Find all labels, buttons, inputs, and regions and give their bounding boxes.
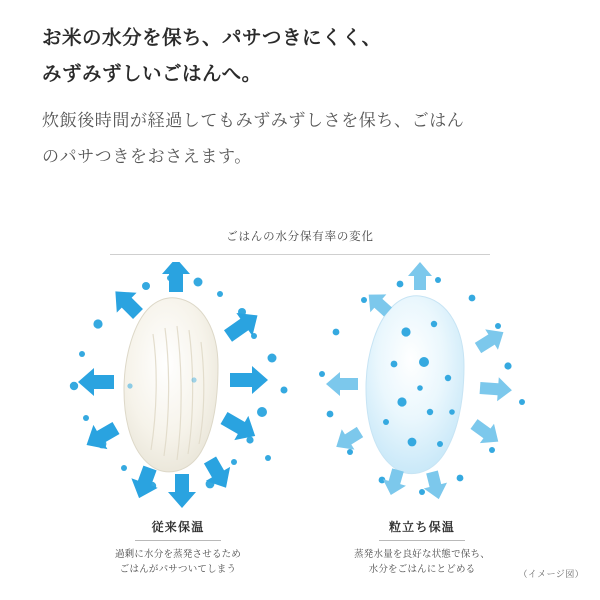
caption-title-granular: 粒立ち保温 — [388, 520, 455, 534]
diagram-title: ごはんの水分保有率の変化 — [226, 231, 374, 243]
diagram-divider — [110, 254, 490, 255]
headline-line-2: みずみずしいごはんへ。 — [42, 63, 262, 86]
image-note: （イメージ図） — [518, 569, 584, 579]
illustration-granular — [302, 262, 542, 514]
headline — [42, 20, 562, 92]
panel-conventional — [58, 262, 298, 576]
subcopy-line-1: 炊飯後時間が経過してもみずみずしさを保ち、ごはん — [42, 111, 465, 130]
caption-desc-granular-2: 水分をごはんにとどめる — [368, 564, 476, 576]
rice-grain-shape-conventional — [124, 298, 218, 472]
illustration-conventional — [58, 262, 298, 514]
caption-desc-granular-1: 蒸発水量を良好な状態で保ち、 — [354, 549, 490, 560]
moisture-diagram — [0, 228, 600, 588]
subcopy — [42, 103, 572, 174]
headline-line-1: お米の水分を保ち、パサつきにくく、 — [42, 27, 382, 49]
caption-divider-conventional — [135, 540, 221, 541]
caption-divider-granular — [379, 540, 465, 541]
caption-title-conventional: 従来保温 — [151, 520, 205, 534]
panel-granular — [302, 262, 542, 576]
caption-desc-conventional-1: 過剰に水分を蒸発させるため — [114, 549, 242, 560]
rice-grain-shape-granular — [366, 296, 464, 474]
caption-conventional — [58, 518, 298, 577]
subcopy-line-2: のパサつきをおさえます。 — [42, 146, 252, 166]
caption-granular — [302, 518, 542, 577]
caption-desc-conventional-2: ごはんがパサついてしまう — [119, 564, 237, 576]
